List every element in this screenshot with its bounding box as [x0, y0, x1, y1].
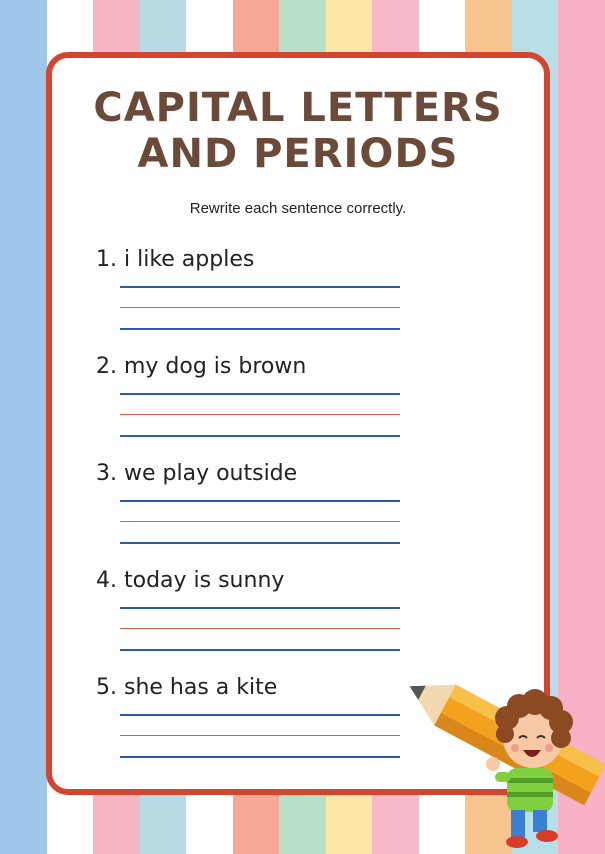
- writing-line[interactable]: [120, 649, 400, 651]
- boy-with-pencil-illustration: [395, 660, 605, 854]
- worksheet-title-line-2: AND PERIODS: [137, 131, 459, 177]
- writing-line[interactable]: [120, 756, 400, 758]
- question-5: [96, 674, 416, 702]
- question-1: [96, 246, 416, 274]
- question-2-text: 2. my dog is brown: [96, 354, 307, 379]
- writing-line[interactable]: [120, 286, 400, 288]
- writing-midline: [120, 307, 400, 308]
- question-2: [96, 353, 416, 381]
- writing-line[interactable]: [120, 607, 400, 609]
- writing-midline: [120, 521, 400, 522]
- writing-line[interactable]: [120, 500, 400, 502]
- writing-line[interactable]: [120, 328, 400, 330]
- writing-midline: [120, 735, 400, 736]
- writing-midline: [120, 414, 400, 415]
- writing-line[interactable]: [120, 393, 400, 395]
- writing-midline: [120, 628, 400, 629]
- question-1-text: 1. i like apples: [96, 247, 255, 272]
- writing-line[interactable]: [120, 435, 400, 437]
- question-5-text: 5. she has a kite: [96, 675, 278, 700]
- question-4-text: 4. today is sunny: [96, 568, 285, 593]
- writing-line[interactable]: [120, 714, 400, 716]
- question-3: [96, 460, 416, 488]
- question-3-text: 3. we play outside: [96, 461, 298, 486]
- worksheet-title-line-1: CAPITAL LETTERS: [93, 85, 503, 131]
- instructions: Rewrite each sentence correctly.: [189, 200, 407, 217]
- writing-line[interactable]: [120, 542, 400, 544]
- question-4: [96, 567, 416, 595]
